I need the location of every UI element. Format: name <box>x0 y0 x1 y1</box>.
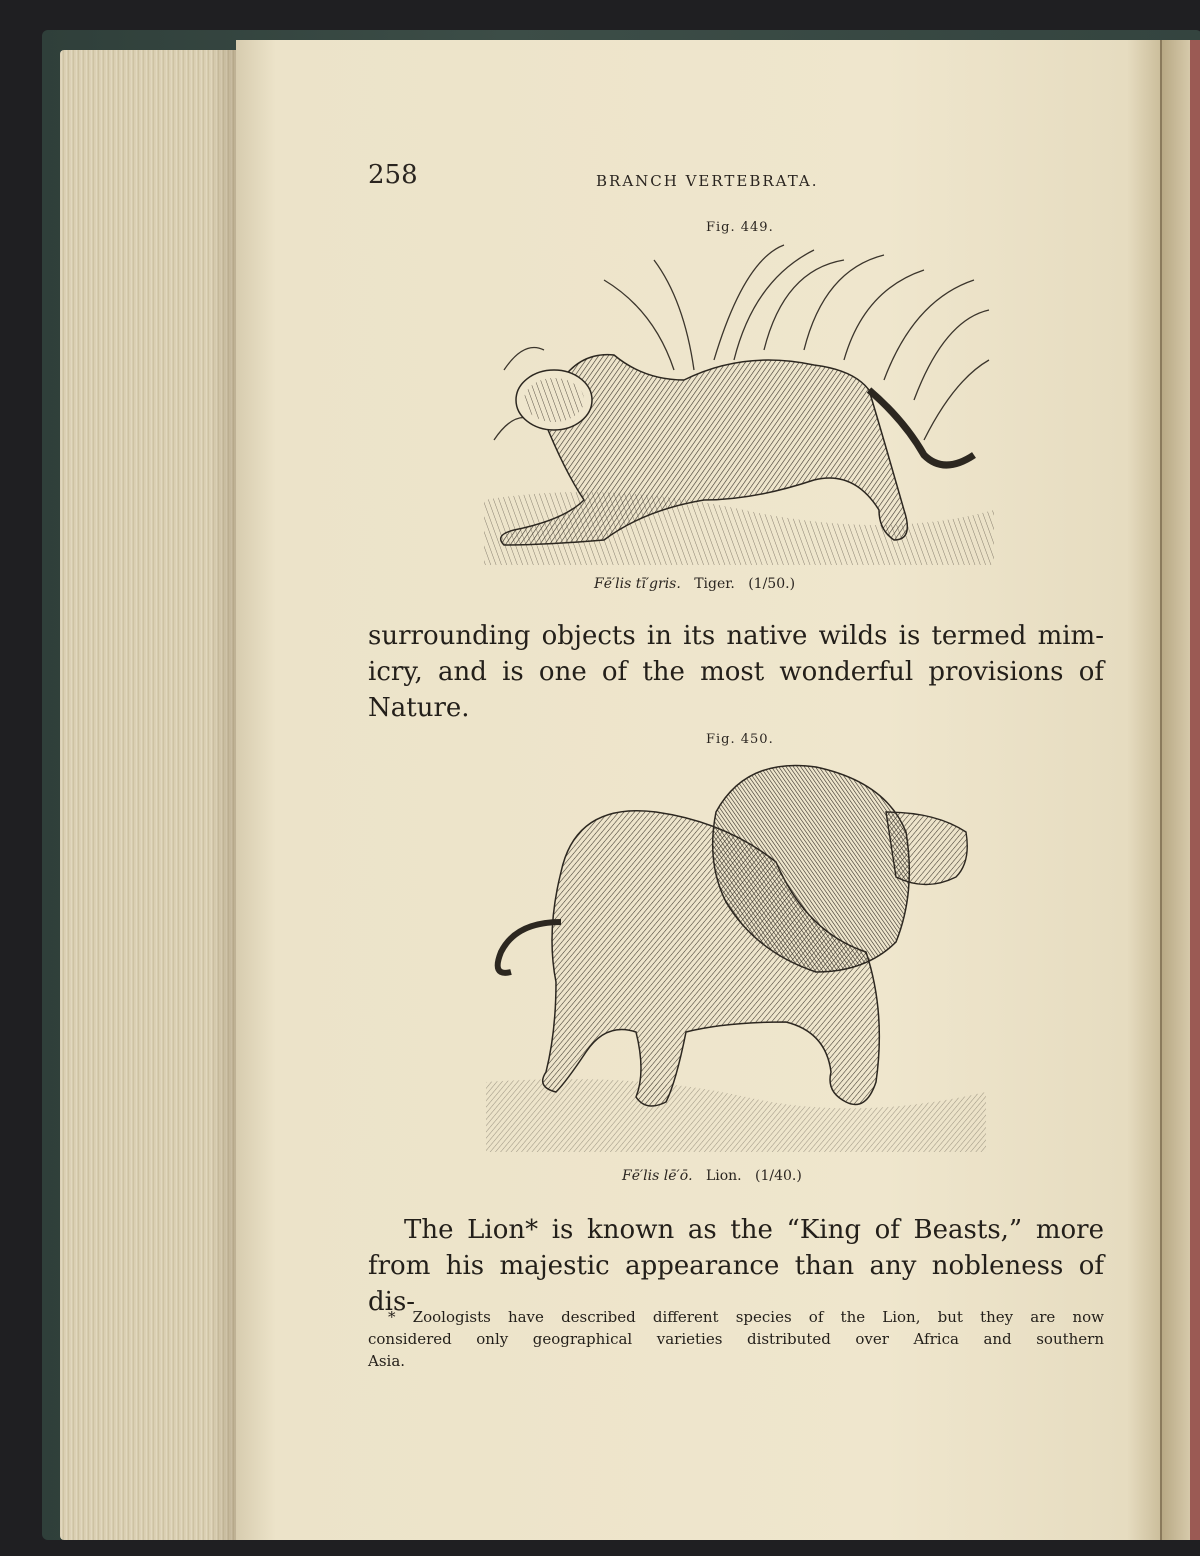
body-line: surrounding objects in its native wilds is termed mim- <box>368 621 1104 651</box>
caption-scale: (1/40.) <box>754 1168 802 1184</box>
page-edges <box>60 50 250 1540</box>
footnote-line: considered only geographical varieties distributed over Africa and southern <box>368 1330 1104 1348</box>
footnote-line: Asia. <box>368 1352 406 1370</box>
tiger-engraving <box>484 240 994 565</box>
lion-engraving <box>486 752 986 1162</box>
caption-common: Tiger. <box>694 576 735 592</box>
page-number: 258 <box>368 160 418 190</box>
body-line: icry, and is one of the most wonderful provisions of <box>368 657 1104 687</box>
caption-latin: Fē′lis lē′ō. <box>622 1168 693 1184</box>
caption-scale: (1/50.) <box>748 576 796 592</box>
figure-caption-450 <box>622 1168 802 1184</box>
figure-caption-449 <box>594 576 795 592</box>
figure-label-450: Fig. 450. <box>706 732 774 747</box>
footnote-line: * Zoologists have described different species of the Lion, but they are now <box>388 1308 1104 1326</box>
body-line: The Lion* is known as the “King of Beasts,” more <box>404 1215 1104 1245</box>
binding-trim <box>1190 40 1200 1540</box>
body-line: Nature. <box>368 693 470 723</box>
caption-latin: Fē′lis tī′gris. <box>594 576 681 592</box>
running-head: BRANCH VERTEBRATA. <box>596 172 819 190</box>
caption-common: Lion. <box>705 1168 742 1184</box>
body-line: from his majestic appearance than any nobleness of dis- <box>368 1251 1104 1317</box>
figure-label-449: Fig. 449. <box>706 220 774 235</box>
